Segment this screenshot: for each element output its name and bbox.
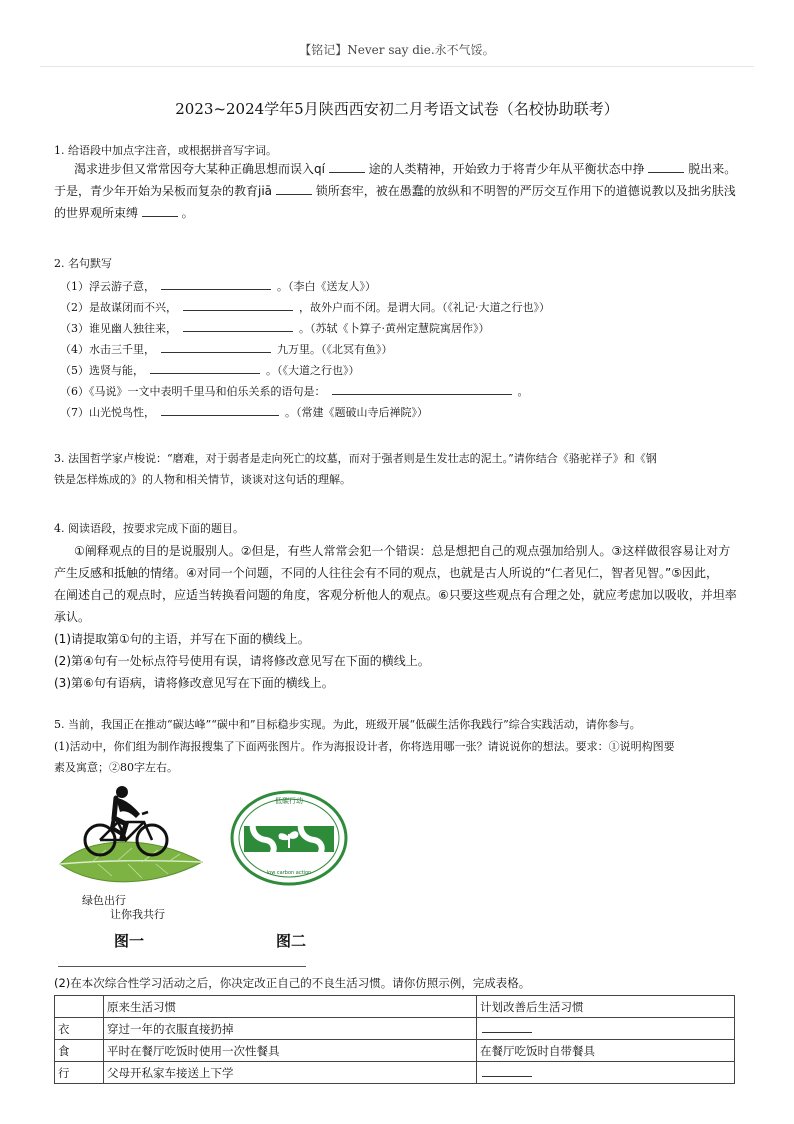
figure-1-green-travel xyxy=(56,778,206,896)
q5-line-3: 素及寓意；②80字左右。 xyxy=(54,761,178,774)
q2-item-4 xyxy=(60,340,750,358)
q4-sub-question-3: (3)第⑥句有语病，请将修改意见写在下面的横线上。 xyxy=(54,676,334,690)
q3-line-1: 3. 法国哲学家卢梭说：“磨难，对于弱者是走向死亡的坟墓，而对于强者则是生发壮志的泥土。”请你结合《骆驼祥子》和《钢 xyxy=(54,452,657,465)
table-cell: 在餐厅吃饭时自带餐具 xyxy=(477,1040,735,1062)
q2-item-source: ，故外户而不闭。是谓大同。（《礼记·大道之行也》） xyxy=(299,301,550,314)
table-row xyxy=(55,1062,735,1084)
figure-2-label: 图二 xyxy=(276,932,307,950)
q2-item-2 xyxy=(60,298,750,316)
q1-text: 渴求进步但又常常因夸大某种正确思想而误入qí xyxy=(74,162,325,176)
q1-passage xyxy=(54,158,742,180)
q4-sub-question-1: (1)请提取第①句的主语，并写在下面的横线上。 xyxy=(54,632,310,646)
q2-blank-7[interactable] xyxy=(161,403,279,416)
q1-blank-3[interactable] xyxy=(276,182,312,195)
q3-line-2: 铁是怎样炼成的》的人物和相关情节，谈谈对这句话的理解。 xyxy=(54,473,351,486)
q2-blank-4[interactable] xyxy=(161,340,271,353)
q4-sub-question-2: (2)第④句有一处标点符号使用有误，请将修改意见写在下面的横线上。 xyxy=(54,654,430,668)
header-divider xyxy=(40,66,754,67)
q2-item-7 xyxy=(60,403,750,421)
q4-paragraph-line-4: 承认。 xyxy=(54,610,91,624)
q1-heading: 1. 给语段中加点字注音，或根据拼音写字词。 xyxy=(54,144,277,157)
q2-item-source: 。（常建《题破山寺后禅院》） xyxy=(285,406,428,419)
table-header-cell xyxy=(55,996,104,1018)
answer-blank[interactable] xyxy=(482,1022,532,1033)
q2-item-text: （7）山光悦鸟性， xyxy=(60,406,155,419)
q2-item-text: （2）是故谋闭而不兴， xyxy=(60,301,177,314)
table-row xyxy=(55,1040,735,1062)
q2-item-source: 九万里。（《北冥有鱼》） xyxy=(277,343,393,356)
table-cell: 衣 xyxy=(55,1018,104,1040)
q2-item-source: 。（苏轼《卜算子·黄州定慧院寓居作》） xyxy=(299,322,490,335)
q2-item-source: 。 xyxy=(517,385,529,398)
logo-bottom-text: low carbon action xyxy=(266,870,312,876)
q2-item-text: （6）《马说》一文中表明千里马和伯乐关系的语句是： xyxy=(60,385,326,398)
figure-1-caption-text-1: 绿色出行 xyxy=(82,894,126,907)
q1-text: 锁所套牢，被在愚蠢的放纵和不明智的严厉交互作用下的道德说教以及拙劣肤浅 xyxy=(315,184,736,198)
q2-item-5 xyxy=(60,361,750,379)
q4-paragraph-line-1: ①阐释观点的目的是说服别人。②但是，有些人常常会犯一个错误：总是想把自己的观点强加给别人。③这样做很容易让对方 xyxy=(74,544,731,558)
logo-top-text: 低碳行动 xyxy=(275,797,303,805)
table-cell: 穿过一年的衣服直接扔掉 xyxy=(104,1018,477,1040)
figure-2-low-carbon-logo xyxy=(230,790,348,886)
table-header-cell: 计划改善后生活习惯 xyxy=(477,996,735,1018)
q2-item-source: 。（李白《送友人》） xyxy=(277,280,376,293)
habits-table xyxy=(54,995,735,1084)
answer-blank[interactable] xyxy=(482,1066,532,1077)
q2-item-6 xyxy=(60,382,750,400)
q2-item-text: （5）选贤与能， xyxy=(60,364,144,377)
q2-item-text: （4）水击三千里， xyxy=(60,343,155,356)
q2-blank-1[interactable] xyxy=(161,277,271,290)
q2-blank-2[interactable] xyxy=(183,298,293,311)
q1-text: 脱出来。 xyxy=(688,162,737,176)
table-cell: 平时在餐厅吃饭时使用一次性餐具 xyxy=(104,1040,477,1062)
q1-passage-line3 xyxy=(54,202,742,224)
q1-text: 。 xyxy=(181,206,194,220)
exam-title: 2023~2024学年5月陕西西安初二月考语文试卷（名校协助联考） xyxy=(175,100,619,118)
table-answer-cell[interactable] xyxy=(477,1018,735,1040)
q2-item-text: （3）谁见幽人独往来， xyxy=(60,322,177,335)
page-header-motto: 【铭记】Never say die.永不气馁。 xyxy=(299,43,495,57)
cyclist-on-leaf-image xyxy=(56,778,206,896)
q2-item-3 xyxy=(60,319,750,337)
table-cell: 食 xyxy=(55,1040,104,1062)
q1-passage-line2 xyxy=(54,180,742,202)
q1-blank-2[interactable] xyxy=(648,160,684,173)
q2-item-source: 。（《大道之行也》） xyxy=(266,364,360,377)
q2-item-text: （1）浮云游子意， xyxy=(60,280,155,293)
table-header-row xyxy=(55,996,735,1018)
answer-line[interactable] xyxy=(58,966,306,967)
q1-text: 的世界观所束缚 xyxy=(54,206,139,220)
q5-sub-question-2: (2)在本次综合性学习活动之后，你决定改正自己的不良生活习惯。请你仿照示例，完成表格。 xyxy=(54,976,531,990)
q1-text: 于是，青少年开始为呆板而复杂的教育jiā xyxy=(54,184,273,198)
q1-text: 途的人类精神，开始致力于将青少年从平衡状态中挣 xyxy=(368,162,645,176)
figure-1-caption-text-2: 让你我共行 xyxy=(110,908,165,921)
q2-blank-5[interactable] xyxy=(150,361,260,374)
table-row xyxy=(55,1018,735,1040)
q4-paragraph-line-2: 产生反感和抵触的情绪。④对同一个问题，不同的人往往会有不同的观点，也就是古人所说的“仁者见仁，智者见智。”⑤因此， xyxy=(54,566,718,580)
q2-blank-6[interactable] xyxy=(332,382,512,395)
table-cell: 行 xyxy=(55,1062,104,1084)
q5-line-2: (1)活动中，你们组为制作海报搜集了下面两张图片。作为海报设计者，你将选用哪一张？请说说你的想法。要求：①说明构图要 xyxy=(54,740,675,753)
q4-heading: 4. 阅读语段，按要求完成下面的题目。 xyxy=(54,522,244,535)
q5-line-1: 5. 当前，我国正在推动“碳达峰”“碳中和”目标稳步实现。为此，班级开展“低碳生活你我践行”综合实践活动，请你参与。 xyxy=(54,718,641,731)
q2-blank-3[interactable] xyxy=(183,319,293,332)
table-cell: 父母开私家车接送上下学 xyxy=(104,1062,477,1084)
figure-1-label: 图一 xyxy=(114,932,145,950)
q2-heading: 2. 名句默写 xyxy=(54,257,112,270)
q1-blank-1[interactable] xyxy=(329,160,365,173)
q1-blank-4[interactable] xyxy=(142,204,178,217)
q2-item-1 xyxy=(60,277,750,295)
table-header-cell: 原来生活习惯 xyxy=(104,996,477,1018)
table-answer-cell[interactable] xyxy=(477,1062,735,1084)
q4-paragraph-line-3: 在阐述自己的观点时，应适当转换看问题的角度，客观分析他人的观点。⑥只要这些观点有合理之处，就应考虑加以吸收，并坦率 xyxy=(54,588,737,602)
